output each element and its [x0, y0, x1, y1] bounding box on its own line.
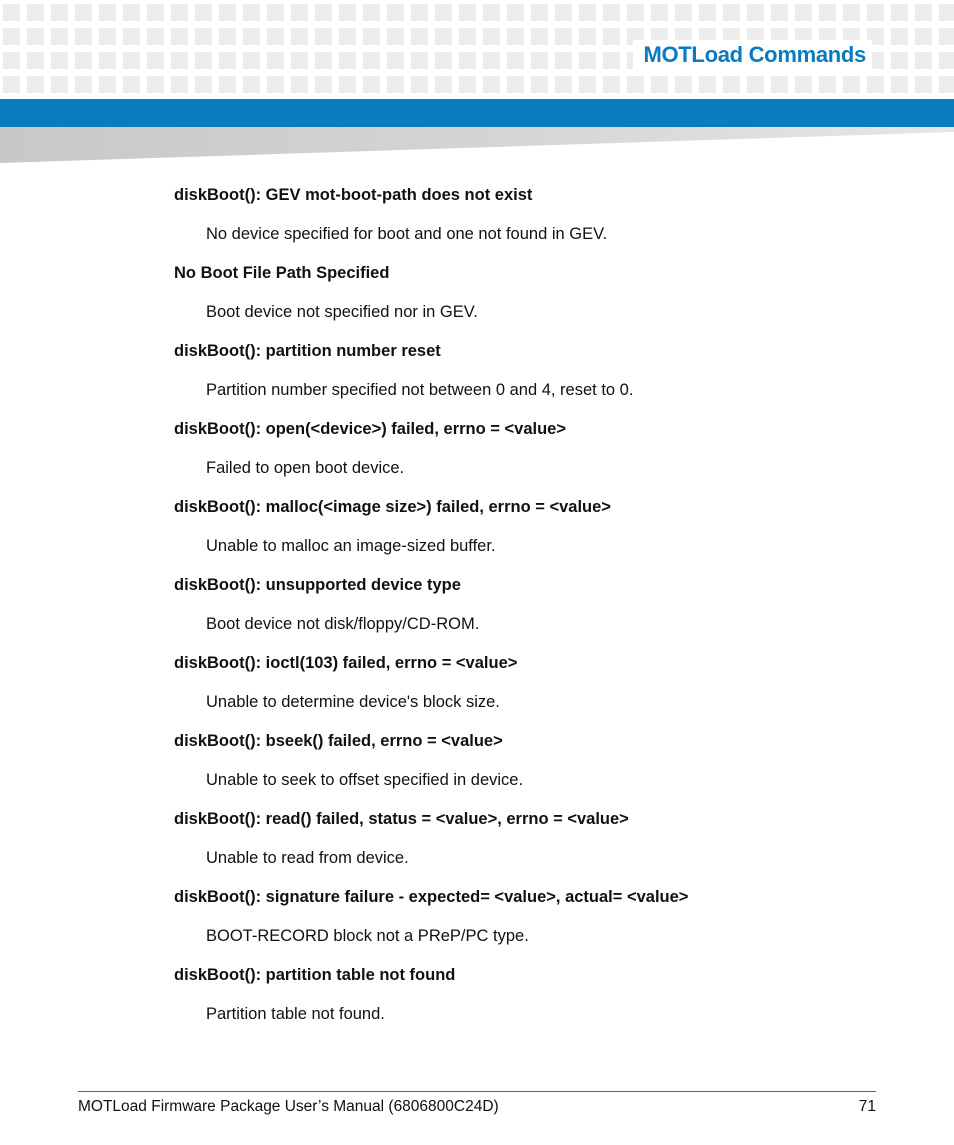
error-message-description: Unable to malloc an image-sized buffer.: [206, 537, 496, 555]
error-message-heading: diskBoot(): read() failed, status = <value>, errno = <value>: [174, 810, 629, 828]
error-message-heading: diskBoot(): open(<device>) failed, errno = <value>: [174, 420, 566, 438]
error-message-description: Partition number specified not between 0 and 4, reset to 0.: [206, 381, 634, 399]
header-grey-swoosh: [0, 127, 954, 167]
page-header-title: MOTLoad Commands: [633, 40, 872, 72]
error-entry: [174, 652, 894, 713]
error-message-description: Unable to read from device.: [206, 849, 409, 867]
error-entry: [174, 730, 894, 791]
error-message-heading: diskBoot(): partition number reset: [174, 342, 441, 360]
error-message-heading: diskBoot(): unsupported device type: [174, 576, 461, 594]
error-message-description: Boot device not disk/floppy/CD-ROM.: [206, 615, 480, 633]
error-entry: [174, 808, 894, 869]
error-message-heading: diskBoot(): GEV mot-boot-path does not exist: [174, 186, 533, 204]
error-message-heading: diskBoot(): ioctl(103) failed, errno = <value>: [174, 654, 518, 672]
error-message-description: Unable to seek to offset specified in device.: [206, 771, 524, 789]
error-message-heading: diskBoot(): malloc(<image size>) failed, errno = <value>: [174, 498, 611, 516]
error-entry: [174, 574, 894, 635]
error-message-heading: diskBoot(): partition table not found: [174, 966, 456, 984]
error-message-heading: diskBoot(): bseek() failed, errno = <value>: [174, 732, 503, 750]
error-message-description: No device specified for boot and one not found in GEV.: [206, 225, 608, 243]
error-entry: [174, 418, 894, 479]
error-entry: [174, 964, 894, 1025]
error-entry: [174, 496, 894, 557]
error-entry: [174, 184, 894, 245]
error-entry: [174, 262, 894, 323]
error-message-heading: No Boot File Path Specified: [174, 264, 390, 282]
error-message-description: Boot device not specified nor in GEV.: [206, 303, 478, 321]
error-entry: [174, 886, 894, 947]
footer-manual-title: MOTLoad Firmware Package User’s Manual (6806800C24D): [78, 1098, 499, 1115]
header-blue-band: [0, 99, 954, 127]
error-message-description: Partition table not found.: [206, 1005, 385, 1023]
error-entry: [174, 340, 894, 401]
footer-page-number: 71: [858, 1098, 876, 1115]
error-message-description: Failed to open boot device.: [206, 459, 405, 477]
footer-divider: [78, 1091, 876, 1092]
error-message-description: Unable to determine device's block size.: [206, 693, 500, 711]
error-message-list: [174, 184, 894, 1042]
error-message-description: BOOT-RECORD block not a PReP/PC type.: [206, 927, 529, 945]
error-message-heading: diskBoot(): signature failure - expected= <value>, actual= <value>: [174, 888, 689, 906]
